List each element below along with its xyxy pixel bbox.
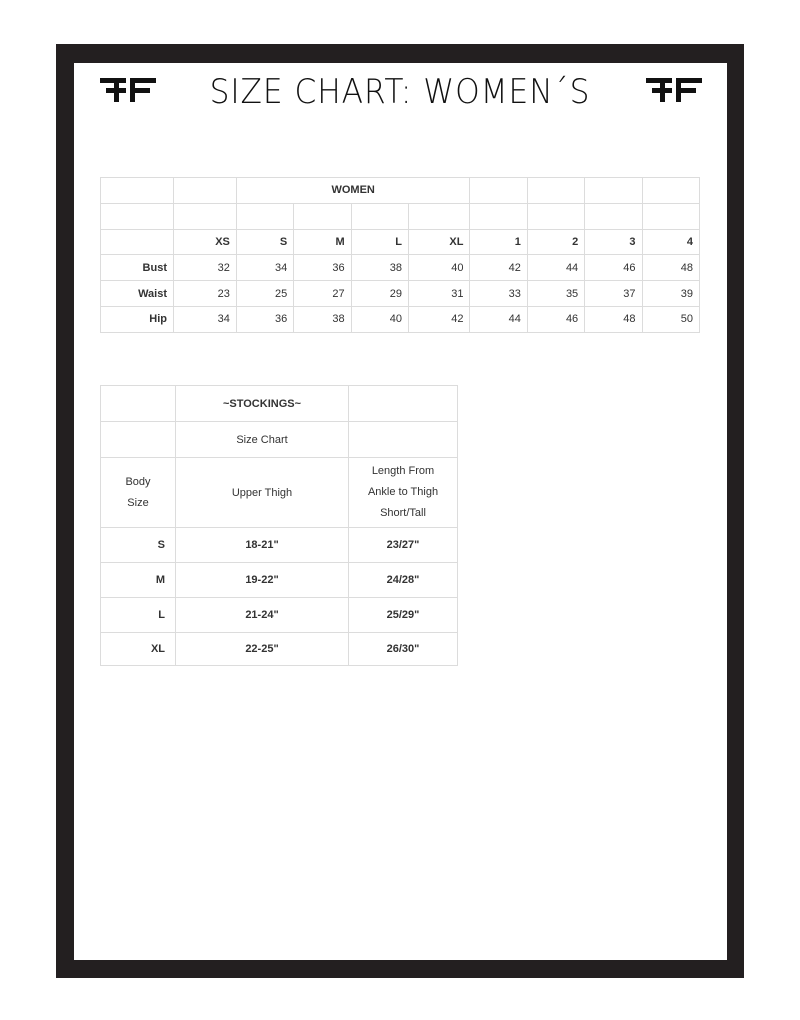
table-caption: ~STOCKINGS~ — [176, 386, 349, 422]
table-row — [101, 386, 458, 422]
table-row — [101, 203, 700, 229]
page-title: SIZE CHART: WOMEN´S — [209, 72, 591, 112]
table-cell: 29 — [351, 281, 408, 307]
table-cell: 26/30" — [349, 633, 458, 666]
table-cell: 21-24" — [176, 598, 349, 633]
table-cell: 27 — [294, 281, 351, 307]
table-cell: 48 — [585, 306, 642, 332]
column-header: Upper Thigh — [176, 458, 349, 528]
size-header: S — [236, 229, 293, 255]
table-cell: 44 — [470, 306, 527, 332]
table-cell: 19-22" — [176, 563, 349, 598]
row-label: XL — [101, 633, 176, 666]
table-row — [101, 633, 458, 666]
stockings-size-table — [100, 385, 458, 666]
row-label: M — [101, 563, 176, 598]
table-cell: 35 — [527, 281, 584, 307]
table-cell: 32 — [174, 255, 237, 281]
table-cell: 33 — [470, 281, 527, 307]
size-header: 1 — [470, 229, 527, 255]
table-row — [101, 422, 458, 458]
table-row — [101, 255, 700, 281]
table-cell: 36 — [236, 306, 293, 332]
table-cell: 40 — [408, 255, 469, 281]
column-header: Length From Ankle to Thigh Short/Tall — [349, 458, 458, 528]
table-cell: 22-25" — [176, 633, 349, 666]
table-header-row — [101, 458, 458, 528]
row-label: Hip — [101, 306, 174, 332]
table-cell: 46 — [527, 306, 584, 332]
table-cell: 48 — [642, 255, 699, 281]
table-row — [101, 528, 458, 563]
table-cell: 40 — [351, 306, 408, 332]
size-header: L — [351, 229, 408, 255]
table-cell: 46 — [585, 255, 642, 281]
size-header: 3 — [585, 229, 642, 255]
column-header: Body Size — [101, 458, 176, 528]
table-cell: 23 — [174, 281, 237, 307]
row-label: S — [101, 528, 176, 563]
table-row — [101, 178, 700, 204]
table-cell: 39 — [642, 281, 699, 307]
table-cell: 23/27" — [349, 528, 458, 563]
table-row — [101, 306, 700, 332]
row-label: Bust — [101, 255, 174, 281]
size-header: XS — [174, 229, 237, 255]
table-cell: 37 — [585, 281, 642, 307]
table-cell: 50 — [642, 306, 699, 332]
ff-logo-icon — [100, 78, 156, 102]
table-row — [101, 563, 458, 598]
size-header: XL — [408, 229, 469, 255]
table-header-row — [101, 229, 700, 255]
table-caption: WOMEN — [236, 178, 470, 204]
table-cell: 31 — [408, 281, 469, 307]
table-cell: 42 — [408, 306, 469, 332]
table-row — [101, 598, 458, 633]
row-label: L — [101, 598, 176, 633]
table-cell: 25/29" — [349, 598, 458, 633]
table-cell: 24/28" — [349, 563, 458, 598]
table-cell: 18-21" — [176, 528, 349, 563]
table-cell: 25 — [236, 281, 293, 307]
table-cell: 38 — [351, 255, 408, 281]
women-size-table — [100, 177, 700, 333]
table-cell: 38 — [294, 306, 351, 332]
row-label: Waist — [101, 281, 174, 307]
table-cell: 44 — [527, 255, 584, 281]
table-cell: 36 — [294, 255, 351, 281]
table-cell: 34 — [174, 306, 237, 332]
size-header: 2 — [527, 229, 584, 255]
table-cell: 42 — [470, 255, 527, 281]
table-row — [101, 281, 700, 307]
table-subcaption: Size Chart — [176, 422, 349, 458]
size-header: M — [294, 229, 351, 255]
size-header: 4 — [642, 229, 699, 255]
ff-logo-icon — [646, 78, 702, 102]
table-cell: 34 — [236, 255, 293, 281]
